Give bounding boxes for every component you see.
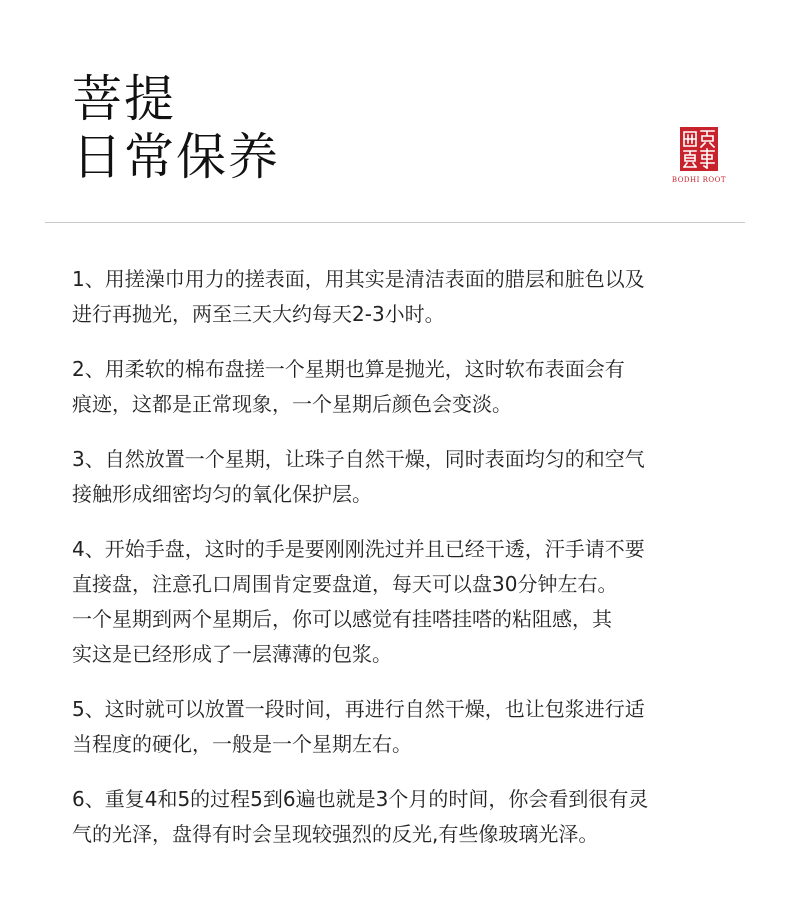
instruction-line: 进行再抛光，两至三天大约每天2-3小时。 <box>72 302 445 326</box>
instruction-step-6 <box>72 782 732 852</box>
instruction-line: 1、用搓澡巾用力的搓表面，用其实是清洁表面的腊层和脏色以及 <box>72 267 645 291</box>
instruction-step-2 <box>72 352 732 422</box>
instruction-line: 痕迹，这都是正常现象，一个星期后颜色会变淡。 <box>72 392 512 416</box>
instruction-line: 当程度的硬化，一般是一个星期左右。 <box>72 732 412 756</box>
page-title <box>72 70 280 186</box>
instruction-step-3 <box>72 442 732 512</box>
instruction-line: 5、这时就可以放置一段时间，再进行自然干燥，也让包浆进行适 <box>72 697 645 721</box>
divider <box>45 222 745 223</box>
instruction-line: 直接盘，注意孔口周围肯定要盘道，每天可以盘30分钟左右。 <box>72 572 618 596</box>
instruction-line: 实这是已经形成了一层薄薄的包浆。 <box>72 642 392 666</box>
seal-caption: BODHI ROOT <box>671 176 727 184</box>
title-line-1: 菩提 <box>72 70 176 128</box>
seal-stamp-logo <box>680 127 718 171</box>
instruction-step-1 <box>72 262 732 332</box>
instruction-line: 接触形成细密均匀的氧化保护层。 <box>72 482 372 506</box>
title-line-2: 日常保养 <box>72 128 280 186</box>
instruction-line: 一个星期到两个星期后，你可以感觉有挂嗒挂嗒的粘阻感，其 <box>72 607 612 631</box>
instruction-line: 6、重复4和5的过程5到6遍也就是3个月的时间，你会看到很有灵 <box>72 787 649 811</box>
instruction-line: 气的光泽，盘得有时会呈现较强烈的反光,有些像玻璃光泽。 <box>72 822 599 846</box>
instruction-step-4 <box>72 532 732 672</box>
instruction-line: 3、自然放置一个星期，让珠子自然干燥，同时表面均匀的和空气 <box>72 447 645 471</box>
instruction-line: 4、开始手盘，这时的手是要刚刚洗过并且已经干透，汗手请不要 <box>72 537 645 561</box>
instruction-line: 2、用柔软的棉布盘搓一个星期也算是抛光，这时软布表面会有 <box>72 357 625 381</box>
care-instructions <box>72 262 732 872</box>
instruction-step-5 <box>72 692 732 762</box>
